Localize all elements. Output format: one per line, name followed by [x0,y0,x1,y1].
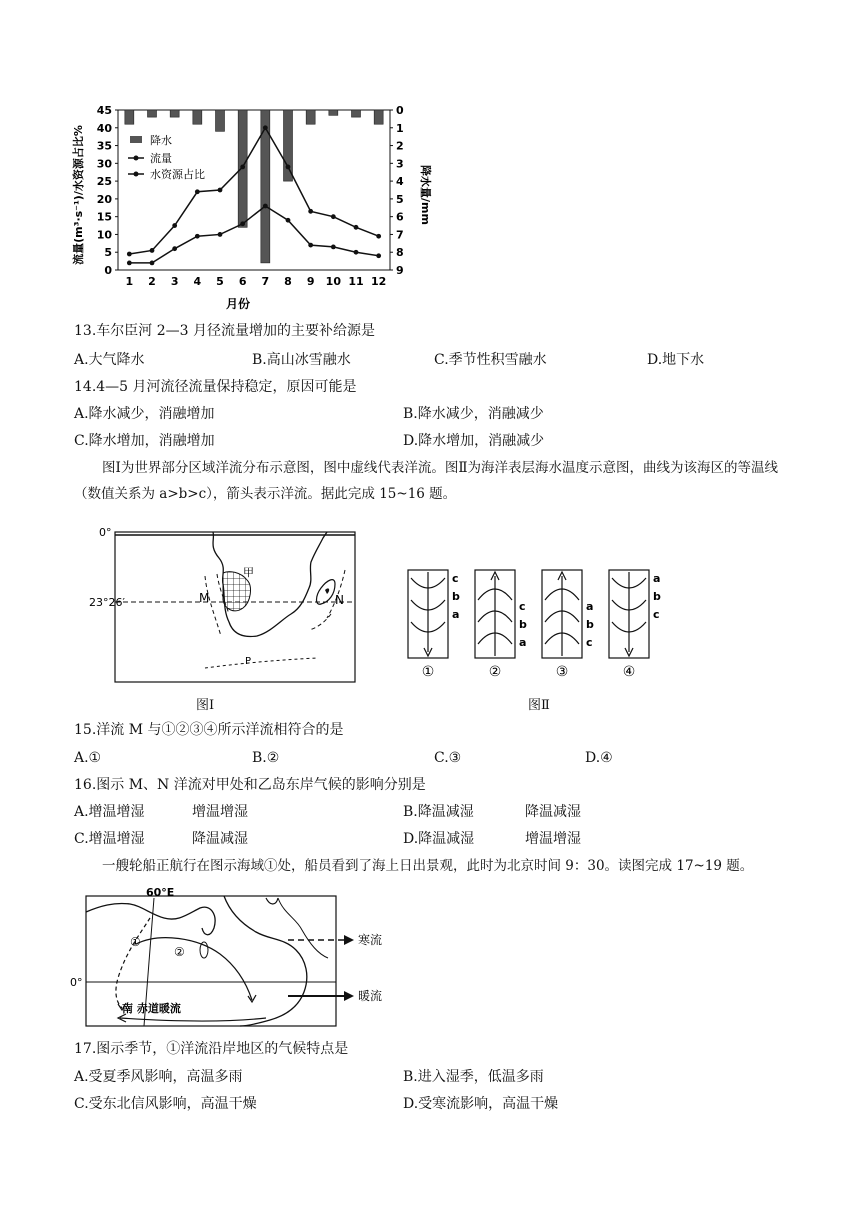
chart-ylabel-left: 流量(m³·s⁻¹)/水资源占比% [72,125,85,265]
q16-d-part2: 增温增湿 [525,831,581,847]
chart-point-flow [354,225,359,230]
fig2-panel-number: ④ [622,664,636,680]
chart-x-tick-label: 11 [348,275,364,288]
fig2-panel-number: ① [421,664,435,680]
chart-bar-precip [329,110,338,115]
runoff-chart [70,100,430,315]
q16-a-part2: 增温增湿 [192,804,248,820]
fig3-current-south-eq [120,1018,266,1021]
q14-option-d[interactable]: D.降水增加，消融减少 [403,433,545,449]
q16-option-a[interactable] [74,803,248,821]
intro-17-19: 一艘轮船正航行在图示海域①处，船员看到了海上日出景观，此时为北京时间 9：30。读图完成 17~19 题。 [102,858,754,874]
chart-point-share [195,234,200,239]
q16-b-part1: B.降温减湿 [403,804,474,820]
fig2-isotherm-label: b [519,618,527,631]
q14-option-a[interactable]: A.降水减少，消融增加 [74,406,215,422]
fig3-current-2 [136,938,252,1000]
fig1-caption: 图Ⅰ [196,698,215,713]
fig3-coastline-west [86,903,215,934]
q13-option-d[interactable]: D.地下水 [647,352,705,368]
chart-ylabel-right: 降水量/mm [419,165,432,225]
chart-right-tick-label: 4 [396,175,404,189]
chart-bar-precip [284,110,293,181]
fig1-island-yi [317,580,336,605]
chart-point-share [286,218,291,223]
fig3-lat0-label: 0° [70,976,83,989]
fig1-current-M [205,576,221,636]
chart-point-flow [331,214,336,219]
chart-point-share [354,250,359,255]
chart-x-tick-label: 4 [193,275,202,288]
fig3-legend-cold-label: 寒流 [358,933,383,947]
fig2-isotherm-label: b [586,618,594,631]
q15-option-b[interactable]: B.② [252,750,280,766]
fig2-isotherm-label: a [452,608,460,621]
fig2-isotherm-label: a [586,600,594,613]
chart-bar-precip [170,110,179,117]
legend-flow-label: 流量 [150,152,172,165]
fig3-mark-2: ② [174,945,185,959]
chart-point-share [331,244,336,249]
chart-point-share [376,253,381,258]
chart-x-tick-label: 3 [170,275,179,288]
q16-c-part2: 降温减湿 [192,831,248,847]
fig1-equator-label: 0° [99,526,112,539]
fig1-P-label: P [245,656,252,667]
chart-point-share [240,221,245,226]
chart-bar-precip [125,110,134,124]
legend-share-label: 水资源占比 [150,168,205,181]
chart-left-tick-label: 15 [96,210,112,224]
chart-point-flow [172,223,177,228]
chart-right-tick-label: 0 [396,104,404,117]
chart-left-tick-label: 20 [96,192,112,206]
chart-point-flow [376,234,381,239]
chart-x-tick-label: 8 [284,275,292,288]
chart-right-tick-label: 8 [396,246,404,260]
q16-option-c[interactable] [74,830,248,848]
fig2-isotherm-label: a [653,572,661,585]
chart-right-tick-label: 7 [396,228,404,242]
chart-point-flow [195,189,200,194]
chart-xlabel: 月份 [225,297,251,311]
fig2-isotherm-label: b [653,590,661,603]
chart-x-tick-label: 6 [238,275,247,288]
chart-point-flow [240,164,245,169]
fig2-isotherm-label: b [452,590,460,603]
q15-stem: 15.洋流 M 与①②③④所示洋流相符合的是 [74,722,344,738]
chart-right-tick-label: 1 [396,121,404,135]
chart-bar-precip [306,110,315,124]
chart-left-tick-label: 10 [96,228,112,242]
chart-right-tick-label: 3 [396,157,404,171]
q13-stem: 13.车尔臣河 2—3 月径流量增加的主要补给源是 [74,323,375,339]
fig2-isotherm-label: c [586,636,593,649]
chart-left-tick-label: 0 [104,264,112,277]
q16-d-part1: D.降温减湿 [403,831,475,847]
q17-option-c[interactable]: C.受东北信风影响，高温干燥 [74,1096,257,1112]
chart-x-tick-label: 5 [216,275,224,288]
chart-left-tick-label: 25 [96,175,112,189]
chart-point-share [218,232,223,237]
legend-precip-swatch [130,136,142,143]
chart-point-flow [127,252,132,257]
chart-bar-precip [374,110,383,124]
fig1-N-label: N [335,593,344,607]
chart-left-tick-label: 5 [104,246,112,260]
chart-point-flow [218,188,223,193]
chart-bar-precip [352,110,361,117]
q17-option-d[interactable]: D.受寒流影响，高温干燥 [403,1096,559,1112]
chart-x-tick-label: 10 [325,275,341,288]
fig3-current-label: 南 赤道暖流 [122,1002,181,1015]
q16-a-part1: A.增温增湿 [74,804,145,820]
chart-left-tick-label: 45 [96,104,112,117]
q15-option-d[interactable]: D.④ [585,750,613,766]
fig2-panel-number: ③ [555,664,569,680]
figure-1-map [89,518,365,688]
q17-option-b[interactable]: B.进入湿季，低温多雨 [403,1069,544,1085]
q13-option-b[interactable]: B.高山冰雪融水 [252,352,351,368]
q16-option-d[interactable] [403,830,581,848]
chart-left-tick-label: 40 [96,121,112,135]
chart-point-flow [286,164,291,169]
figure-3-map [70,884,400,1030]
q14-option-c[interactable]: C.降水增加，消融增加 [74,433,215,449]
fig2-isotherm-label: c [519,600,526,613]
q13-option-c[interactable]: C.季节性积雪融水 [434,352,547,368]
fig2-isotherm-label: a [519,636,527,649]
fig3-mark-1: ① [130,935,141,949]
chart-left-tick-label: 30 [96,157,112,171]
chart-x-tick-label: 7 [261,275,270,288]
chart-bar-precip [148,110,157,117]
q15-option-a[interactable]: A.① [74,750,102,766]
q14-option-b[interactable]: B.降水减少，消融减少 [403,406,544,422]
fig3-coastline-east [224,896,307,1026]
chart-right-tick-label: 9 [396,264,404,277]
q16-b-part2: 降温减湿 [525,804,581,820]
q14-stem: 14.4—5 月河流径流量保持稳定，原因可能是 [74,379,357,395]
chart-bar-precip [216,110,225,131]
fig2-isotherm-label: c [653,608,660,621]
fig2-caption: 图Ⅱ [528,698,550,713]
chart-x-tick-label: 2 [148,275,156,288]
chart-left-tick-label: 35 [96,139,112,153]
figure-2-isotherms [400,560,690,684]
chart-point-flow [263,125,268,130]
fig3-lon-label: 60°E [146,886,175,899]
legend-precip-label: 降水 [150,134,172,147]
q16-c-part1: C.增温增湿 [74,831,145,847]
chart-x-tick-label: 9 [306,275,315,288]
fig2-panel-number: ② [488,664,502,680]
chart-point-flow [308,209,313,214]
q17-stem: 17.图示季节，①洋流沿岸地区的气候特点是 [74,1041,349,1057]
chart-x-tick-label: 12 [371,275,387,288]
chart-point-share [308,243,313,248]
fig2-isotherm-label: c [452,572,459,585]
chart-point-flow [150,248,155,253]
chart-right-tick-label: 5 [396,192,404,206]
q16-option-b[interactable] [403,803,581,821]
q16-stem: 16.图示 M、N 洋流对甲处和乙岛东岸气候的影响分别是 [74,777,426,793]
fig1-current-P [205,658,317,668]
q13-option-a[interactable]: A.大气降水 [74,352,145,368]
q15-option-c[interactable]: C.③ [434,750,462,766]
chart-point-share [127,260,132,265]
chart-bar-precip [193,110,202,124]
chart-x-tick-label: 1 [125,275,134,288]
chart-point-share [172,246,177,251]
fig1-M-label: M [199,591,210,605]
chart-right-tick-label: 2 [396,139,404,153]
intro-15-16: 图Ⅰ为世界部分区域洋流分布示意图，图中虚线代表洋流。图Ⅱ为海洋表层海水温度示意图，曲线为该海区的等温线（数值关系为 a>b>c），箭头表示洋流。据此完成 15~16 题。 [74,460,779,502]
q17-option-a[interactable]: A.受夏季风影响，高温多雨 [74,1069,243,1085]
fig1-tropic-label: 23°26′ [89,596,125,609]
chart-point-share [150,260,155,265]
fig1-jia-label: 甲 [243,566,254,579]
chart-point-share [263,204,268,209]
chart-right-tick-label: 6 [396,210,404,224]
fig3-legend-warm-label: 暖流 [358,989,383,1003]
fig3-current-1 [116,918,150,1008]
